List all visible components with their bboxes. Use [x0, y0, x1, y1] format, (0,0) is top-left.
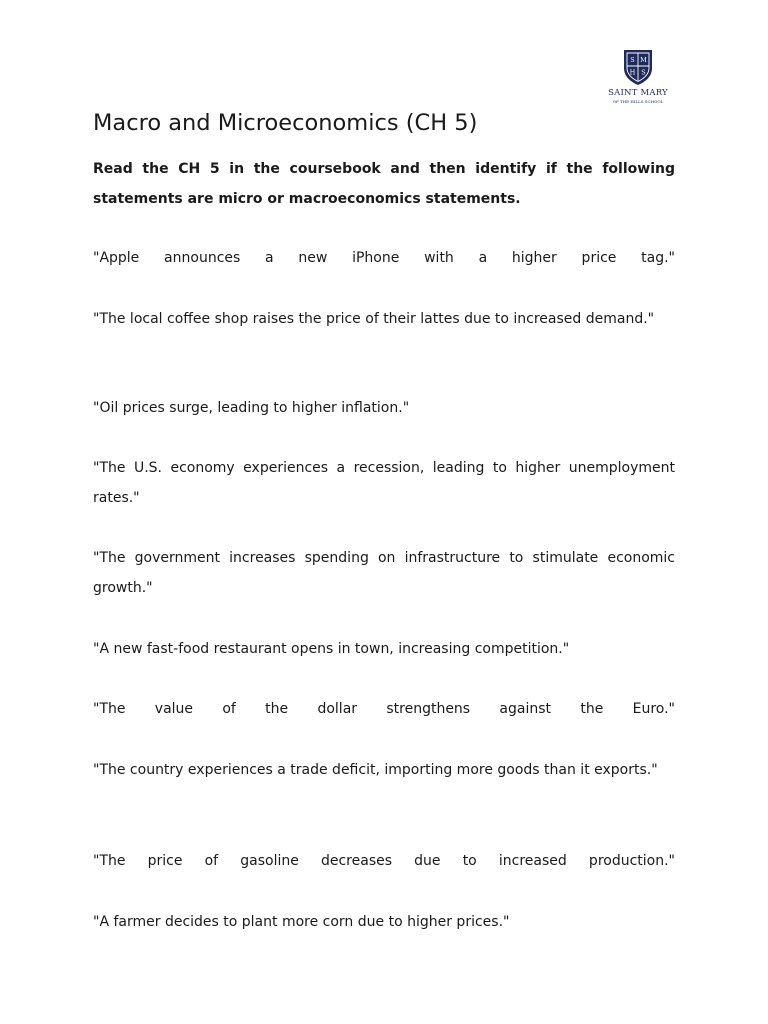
statement-7: "The value of the dollar strengthens against the Euro."	[93, 701, 675, 717]
school-subtitle: OF THE HILLS SCHOOL	[612, 99, 664, 104]
statement-8: "The country experiences a trade deficit, importing more goods than it exports."	[93, 762, 658, 778]
statement-9: "The price of gasoline decreases due to increased production."	[93, 853, 675, 869]
svg-text:M: M	[640, 56, 647, 64]
svg-text:S: S	[641, 68, 646, 77]
statement-3: "Oil prices surge, leading to higher inflation."	[93, 400, 410, 416]
school-name: SAINT MARY	[608, 88, 668, 98]
statement-10: "A farmer decides to plant more corn due to higher prices."	[93, 914, 510, 930]
svg-text:H: H	[629, 68, 636, 77]
document-title: Macro and Microeconomics (CH 5)	[93, 110, 478, 136]
statement-4: "The U.S. economy experiences a recession, leading to higher unemployment rates."	[93, 460, 675, 506]
statement-6: "A new fast-food restaurant opens in town, increasing competition."	[93, 641, 570, 657]
statement-1: "Apple announces a new iPhone with a higher price tag."	[93, 250, 675, 266]
school-logo	[600, 48, 676, 108]
statement-5: "The government increases spending on infrastructure to stimulate economic growth."	[93, 550, 675, 596]
svg-text:S: S	[630, 56, 635, 64]
school-crest-icon	[622, 48, 654, 86]
instructions-text: Read the CH 5 in the coursebook and then identify if the following statements are micro or macroeconomics statements.	[93, 161, 675, 207]
statement-2: "The local coffee shop raises the price of their lattes due to increased demand."	[93, 311, 655, 327]
